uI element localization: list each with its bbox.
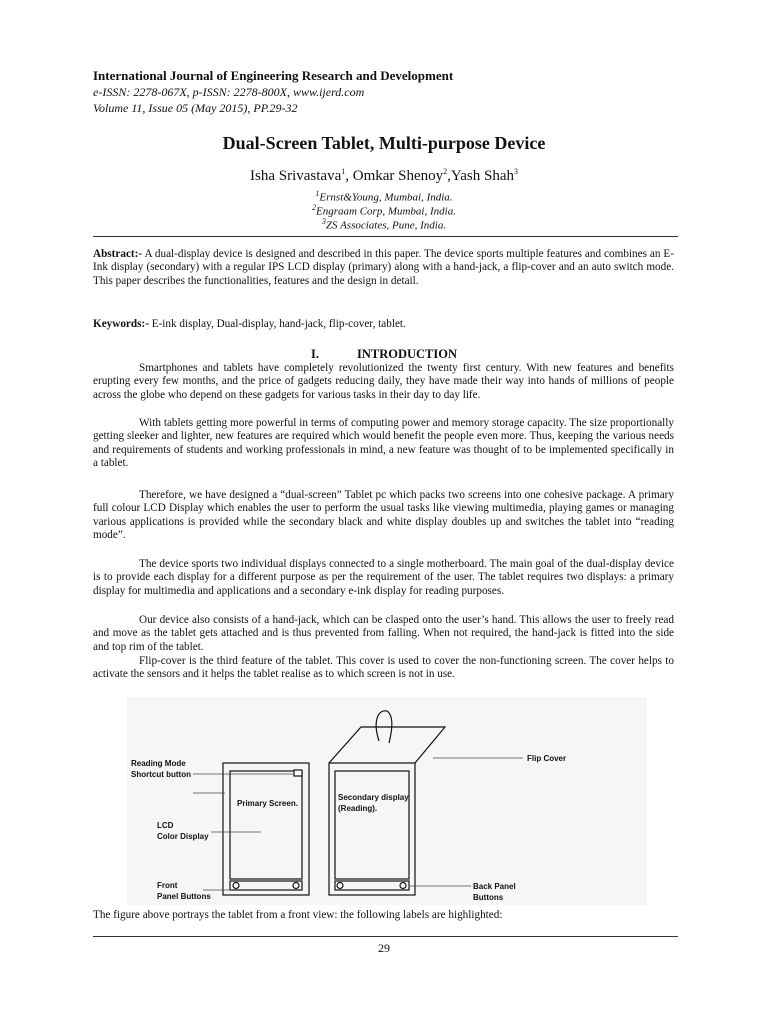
keywords bbox=[93, 318, 674, 331]
label-panel-buttons: Panel Buttons bbox=[157, 892, 211, 901]
label-flip-cover: Flip Cover bbox=[527, 754, 567, 763]
section-heading bbox=[0, 347, 768, 362]
paragraph: Our device also consists of a hand-jack, which can be clasped onto the user’s hand. This allows the user to freely read and move as the tablet gets attached and is thus prevented from falling. When not required, the hand-jack is fitted into the side and top rim of the tablet. bbox=[93, 614, 674, 653]
label-secondary-display: Secondary display bbox=[338, 793, 409, 802]
journal-issn: e-ISSN: 2278-067X, p-ISSN: 2278-800X, www.ijerd.com bbox=[93, 85, 365, 99]
footer-rule bbox=[93, 936, 678, 937]
affiliation bbox=[0, 203, 768, 218]
author-name: Omkar Shenoy bbox=[352, 168, 444, 184]
author-sup: 2 bbox=[443, 167, 448, 176]
section-title: INTRODUCTION bbox=[356, 347, 457, 361]
affiliation bbox=[0, 189, 768, 204]
affiliation bbox=[0, 217, 768, 232]
keywords-label: Keywords:- bbox=[93, 318, 149, 330]
abstract-text: A dual-display device is designed and described in this paper. The device sports multiple features and combines an E-Ink display (secondary) with a regular IPS LCD display (primary) along with a hand-jack, a flip-cover and an auto switch mode. This paper describes the functionalities, features and the design in detail. bbox=[93, 248, 674, 287]
header-rule bbox=[93, 236, 678, 237]
affiliation-text: Ernst&Young, Mumbai, India. bbox=[319, 191, 453, 204]
label-primary-screen: Primary Screen. bbox=[237, 799, 298, 808]
abstract bbox=[93, 248, 674, 288]
affiliation-sup: 2 bbox=[312, 203, 317, 212]
label-buttons: Buttons bbox=[473, 893, 504, 902]
label-color-display: Color Display bbox=[157, 832, 209, 841]
paragraph: Flip-cover is the third feature of the tablet. This cover is used to cover the non-functioning screen. The cover helps to activate the sensors and it helps the tablet realise as to which screen is not in use. bbox=[93, 655, 674, 681]
paragraph: The device sports two individual displays connected to a single motherboard. The main goal of the dual-display device is to provide each display for a different purpose as per the requirement of the user. The tablet requires two displays: a primary display for multimedia and applications and a secondary e-ink display for reading purposes. bbox=[93, 558, 674, 597]
abstract-label: Abstract:- bbox=[93, 248, 143, 260]
author-name: Yash Shah bbox=[450, 168, 514, 184]
affiliation-text: ZS Associates, Pune, India. bbox=[325, 219, 447, 232]
paragraph: Therefore, we have designed a “dual-screen” Tablet pc which packs two screens into one cohesive package. A primary full colour LCD Display which enables the user to perform the usual tasks like viewing multimedia, playing games or managing various applications is provided while the secondary black and white display doubles up and switches the tablet into “reading mode”. bbox=[93, 489, 674, 542]
author-sup: 3 bbox=[513, 167, 518, 176]
keywords-text: E-ink display, Dual-display, hand-jack, flip-cover, tablet. bbox=[148, 318, 406, 330]
journal-name: International Journal of Engineering Research and Development bbox=[93, 68, 454, 83]
author-sup: 1 bbox=[341, 167, 346, 176]
paragraph: With tablets getting more powerful in terms of computing power and memory storage capacity. The size proportionally getting sleeker and lighter, new features are required which would benefit the people even more. Thus, keeping the various needs and requirements of students and working professionals in mind, a new feature was thought of to be implemented specifically in a tablet. bbox=[93, 417, 674, 470]
label-front: Front bbox=[157, 881, 178, 890]
author-name: Isha Srivastava bbox=[250, 168, 342, 184]
author-line: Isha Srivastava$^1$, Omkar Shenoy$^2$,Yash Shah$^3$ bbox=[250, 167, 518, 184]
page-number: 29 bbox=[378, 941, 390, 955]
label-back-panel: Back Panel bbox=[473, 882, 516, 891]
figure-caption: The figure above portrays the tablet from a front view: the following labels are highlighted: bbox=[93, 909, 503, 921]
affiliation-sup: 1 bbox=[315, 189, 320, 198]
section-number: I. bbox=[310, 347, 319, 361]
affiliation-sup: 3 bbox=[321, 217, 326, 226]
paragraph: Smartphones and tablets have completely revolutionized the twenty first century. With new features and benefits erupting every few months, and the price of gadgets reducing daily, they have made their way into hands of millions of people across the globe who depend on these gadgets for various tasks in their day to day life. bbox=[93, 362, 674, 401]
journal-volume: Volume 11, Issue 05 (May 2015), PP.29-32 bbox=[93, 101, 298, 115]
paper-title: Dual-Screen Tablet, Multi-purpose Device bbox=[222, 133, 546, 153]
label-lcd: LCD bbox=[157, 821, 174, 830]
label-shortcut-button: Shortcut button bbox=[131, 770, 191, 779]
label-reading: (Reading). bbox=[338, 804, 378, 813]
label-reading-mode: Reading Mode bbox=[131, 759, 186, 768]
affiliation-text: Engraam Corp, Mumbai, India. bbox=[316, 205, 456, 218]
tablet-figure bbox=[127, 697, 647, 905]
